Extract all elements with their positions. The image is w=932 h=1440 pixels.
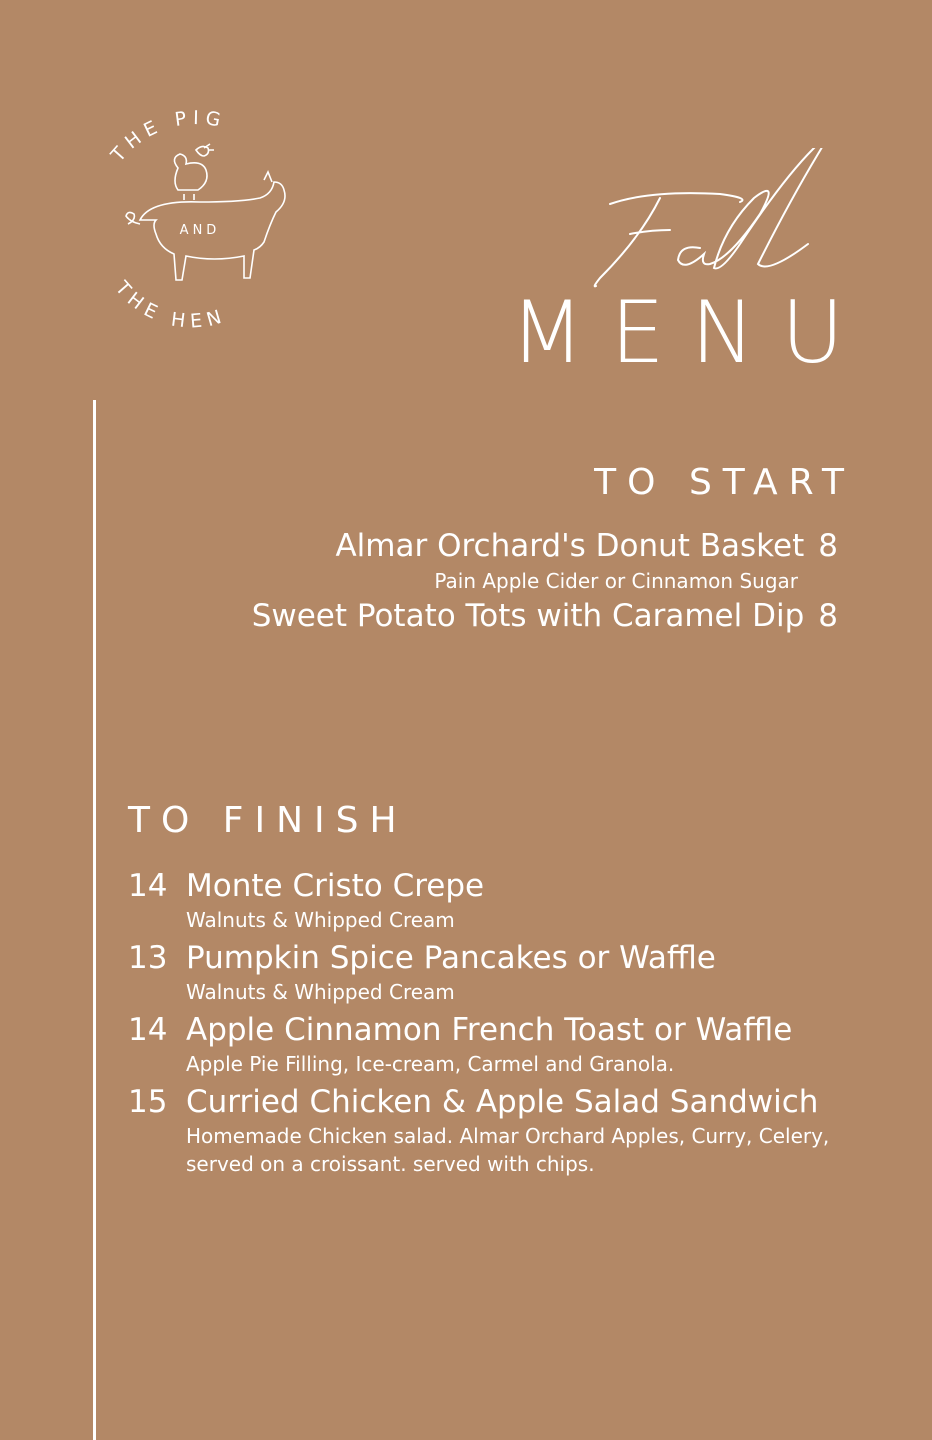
menu-item-description: Walnuts & Whipped Cream bbox=[186, 908, 455, 932]
menu-item-name: Curried Chicken & Apple Salad Sandwich bbox=[186, 1084, 819, 1120]
menu-item-row bbox=[128, 938, 898, 978]
logo-top-text: THE PIG bbox=[106, 108, 229, 167]
menu-item-description: Apple Pie Filling, Ice-cream, Carmel and Granola. bbox=[186, 1052, 675, 1076]
menu-item-row bbox=[78, 526, 838, 566]
menu-item-row bbox=[128, 866, 898, 906]
to-start-list bbox=[78, 526, 838, 636]
list-item bbox=[128, 866, 898, 934]
hen-icon bbox=[174, 144, 214, 200]
svg-text:THE HEN bbox=[110, 276, 229, 332]
svg-text:THE PIG bbox=[106, 108, 228, 167]
to-finish-heading: TO FINISH bbox=[128, 800, 408, 841]
list-item bbox=[78, 526, 838, 596]
to-start-heading: TO START bbox=[594, 462, 855, 503]
pig-and-hen-logo bbox=[100, 108, 300, 338]
logo-bottom-text: THE HEN bbox=[110, 277, 230, 333]
menu-item-description: Homemade Chicken salad. Almar Orchard Apples, Curry, Celery, served on a croissant. served with chips. bbox=[186, 1124, 830, 1176]
menu-item-row bbox=[128, 1010, 898, 1050]
menu-item-price: 13 bbox=[128, 940, 168, 976]
logo-middle-text: AND bbox=[179, 223, 221, 238]
menu-item-name: Pumpkin Spice Pancakes or Waffle bbox=[186, 940, 716, 976]
menu-item-name: Monte Cristo Crepe bbox=[186, 868, 485, 904]
fall-script-heading bbox=[590, 148, 880, 288]
list-item bbox=[78, 596, 838, 636]
menu-item-price: 14 bbox=[128, 1012, 168, 1048]
list-item bbox=[128, 1010, 898, 1078]
menu-item-price: 8 bbox=[818, 528, 838, 564]
menu-item-price: 8 bbox=[818, 598, 838, 634]
menu-item-price: 14 bbox=[128, 868, 168, 904]
menu-item-name: Apple Cinnamon French Toast or Waffle bbox=[186, 1012, 793, 1048]
menu-item-price: 15 bbox=[128, 1084, 168, 1120]
menu-item-row bbox=[78, 596, 838, 636]
menu-item-row bbox=[128, 1082, 898, 1122]
to-finish-list bbox=[128, 866, 898, 1182]
list-item bbox=[128, 938, 898, 1006]
menu-item-name: Almar Orchard's Donut Basket bbox=[335, 528, 805, 564]
menu-item-description: Walnuts & Whipped Cream bbox=[186, 980, 455, 1004]
menu-item-name: Sweet Potato Tots with Caramel Dip bbox=[251, 598, 805, 634]
list-item bbox=[128, 1082, 898, 1178]
menu-item-description: Pain Apple Cider or Cinnamon Sugar bbox=[434, 569, 798, 593]
menu-title: MENU bbox=[510, 283, 870, 383]
